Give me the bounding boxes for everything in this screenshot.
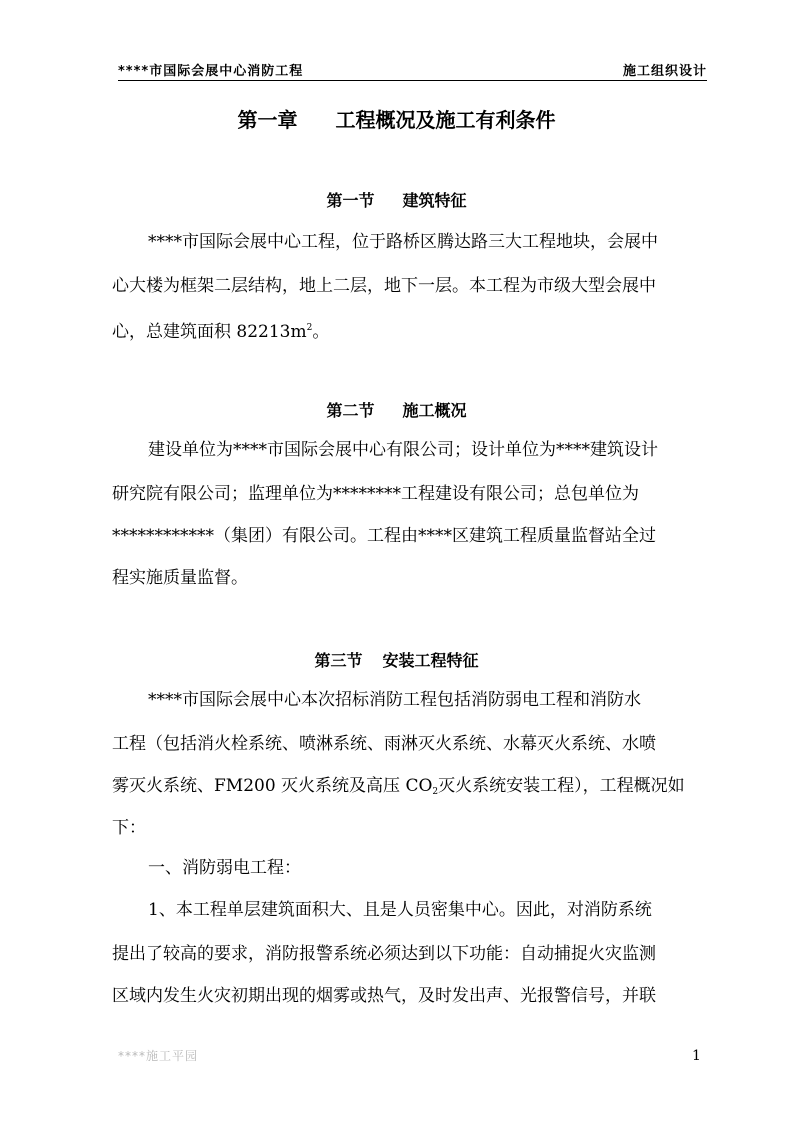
page-header: [118, 58, 707, 81]
paragraph-line: 研究院有限公司；监理单位为********工程建设有限公司；总包单位为: [112, 484, 639, 504]
paragraph-line: [112, 776, 685, 802]
section-title: [0, 648, 793, 671]
section-title: [0, 398, 793, 421]
section-heading: 建筑特征: [402, 191, 467, 210]
section-number: 第二节: [326, 401, 375, 420]
header-document-type: 施工组织设计: [622, 64, 707, 79]
paragraph-line: ************（集团）有限公司。工程由****区建筑工程质量监督站全过: [112, 526, 656, 546]
subheading-line: 一、消防弱电工程：: [148, 858, 301, 878]
chapter-title: [0, 104, 793, 133]
header-project-title: ****市国际会展中心消防工程: [118, 64, 304, 79]
systems-text-cont: 灭火系统安装工程），工程概况如: [438, 776, 685, 796]
paragraph-line: 提出了较高的要求，消防报警系统必须达到以下功能：自动捕捉火灾监测: [112, 944, 656, 964]
section-title: [0, 188, 793, 211]
paragraph-line: 1、本工程单层建筑面积大、且是人员密集中心。因此，对消防系统: [148, 900, 652, 920]
area-text: 心，总建筑面积 82213m: [112, 322, 307, 342]
paragraph-line: 工程（包括消火栓系统、喷淋系统、雨淋灭火系统、水幕灭火系统、水喷: [112, 734, 656, 754]
page-number: 1: [692, 1048, 701, 1064]
footer-watermark: ****施工平园: [118, 1049, 199, 1063]
superscript: 2: [306, 323, 313, 333]
paragraph-line: 心大楼为框架二层结构，地上二层，地下一层。本工程为市级大型会展中: [112, 276, 656, 296]
chapter-number: 第一章: [237, 108, 298, 132]
paragraph-line: ****市国际会展中心本次招标消防工程包括消防弱电工程和消防水: [148, 690, 641, 710]
paragraph-line: [112, 318, 329, 342]
paragraph-line: 下：: [112, 818, 146, 838]
paragraph-line: ****市国际会展中心工程，位于路桥区腾达路三大工程地块，会展中: [148, 232, 658, 252]
section-heading: 施工概况: [402, 401, 467, 420]
section-number: 第一节: [326, 191, 375, 210]
line-end: 。: [312, 322, 330, 342]
section-number: 第三节: [314, 651, 363, 670]
paragraph-line: 程实施质量监督。: [112, 568, 248, 588]
section-heading: 安装工程特征: [382, 651, 479, 670]
subscript: 2: [432, 787, 439, 797]
paragraph-line: 区域内发生火灾初期出现的烟雾或热气，及时发出声、光报警信号，并联: [112, 986, 656, 1006]
chapter-heading: 工程概况及施工有利条件: [335, 108, 556, 132]
paragraph-line: 建设单位为****市国际会展中心有限公司；设计单位为****建筑设计: [148, 440, 658, 460]
systems-text: 雾灭火系统、FM200 灭火系统及高压 CO: [112, 776, 433, 796]
